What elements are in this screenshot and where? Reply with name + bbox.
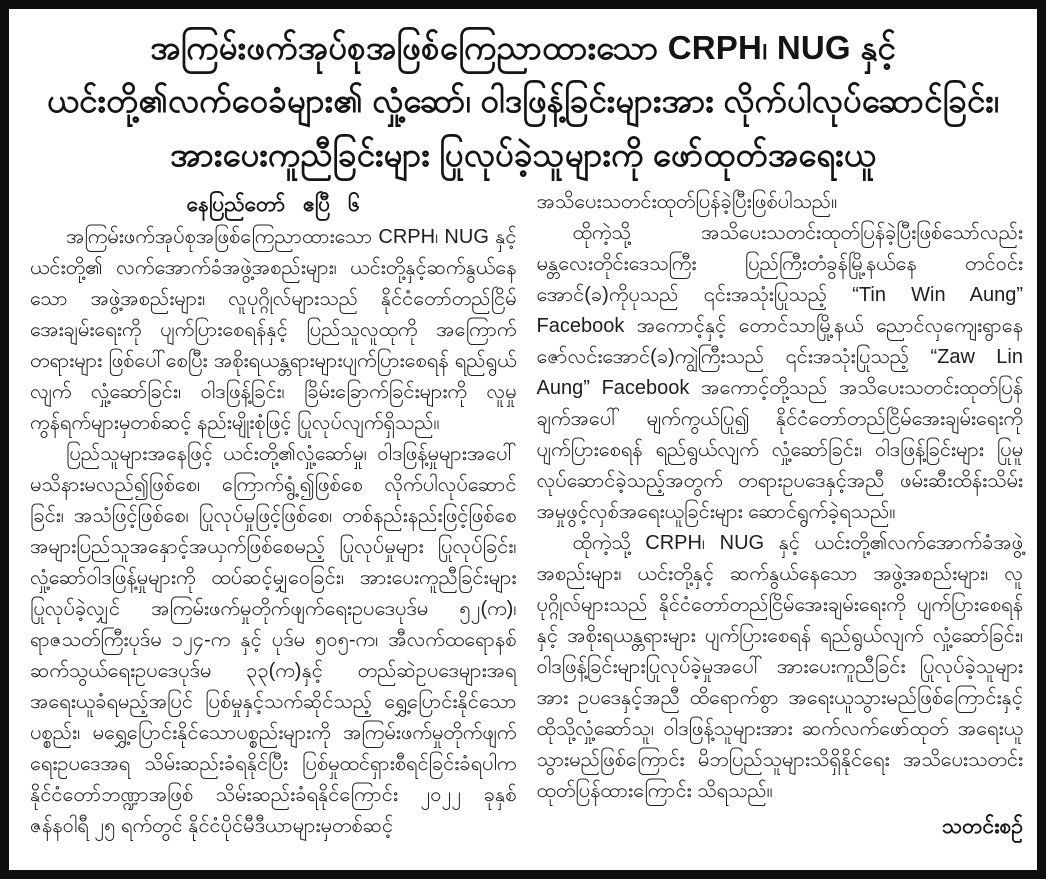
article-headline [9, 9, 1037, 185]
paragraph-2: ပြည်သူများအနေဖြင့် ယင်းတို့၏လှုံ့ဆော်မှု၊ ဝါဒဖြန့်မှုများအပေါ် မသိနားမလည်၍ဖြစ်စေ၊ ကြောက်ရွံ့၍ဖြစ်စေ လိုက်ပါလုပ်ဆောင်ခြင်း၊ အသံဖြင့်ဖြစ်စေ၊ ပြုလုပ်မှုဖြင့်ဖြစ်စေ၊ တစ်နည်းနည်းဖြင့်ဖြစ်စေ အများပြည်သူအနှောင့်အယှက်ဖြစ်စေမည့် ပြုလုပ်မှုများ ပြုလုပ်ခြင်း၊ လှုံ့ဆော်ဝါဒဖြန့်မှုများကို ထပ်ဆင့်မျှဝေခြင်း၊ အားပေးကူညီခြင်းများ ပြုလုပ်ခဲ့လျှင် အကြမ်းဖက်မှုတိုက်ဖျက်ရေးဥပဒေပုဒ်မ ၅၂(က)၊ ရာဇသတ်ကြီးပုဒ်မ ၁၂၄-က နှင့် ပုဒ်မ ၅၀၅-က၊ အီလက်ထရောနစ်ဆက်သွယ်ရေးဥပဒေပုဒ်မ ၃၃(က)နှင့် တည်ဆဲဥပဒေများအရ အရေးယူခံရမည့်အပြင် ပြစ်မှုနှင့်သက်ဆိုင်သည့် ရွှေ့ပြောင်းနိုင်သောပစ္စည်း၊ မရွှေ့ပြောင်းနိုင်သောပစ္စည်းများကို အကြမ်းဖက်မှုတိုက်ဖျက်ရေးဥပဒေအရ သိမ်းဆည်းခံရနိုင်ပြီး ပြစ်မှုထင်ရှားစီရင်ခြင်းခံရပါက နိုင်ငံတော်ဘဏ္ဍာအဖြစ် သိမ်းဆည်းခံရနိုင်ကြောင်း ၂၀၂၂ ခုနှစ် ဇန်နဝါရီ ၂၅ ရက်တွင် နိုင်ငံပိုင်မီဒီယာများမှတစ်ဆင့် [30, 443, 517, 838]
headline-line-1: အကြမ်းဖက်အုပ်စုအဖြစ်ကြေညာထားသော CRPH၊ NUG နှင့် [150, 29, 896, 66]
headline-line-2: ယင်းတို့၏လက်ဝေခံများ၏ လှုံ့ဆော်၊ ဝါဒဖြန့်ခြင်းများအား လိုက်ပါလုပ်ဆောင်ခြင်း၊ [46, 82, 1000, 120]
right-column [537, 187, 1024, 842]
paragraph-1: အကြမ်းဖက်အုပ်စုအဖြစ်ကြေညာထားသော CRPH၊ NUG နှင့် ယင်းတို့၏ လက်အောက်ခံအဖွဲ့အစည်းများ၊ ယင်းတို့နှင့်ဆက်နွယ်နေသော အဖွဲ့အစည်းများ၊ လူပုဂ္ဂိုလ်များသည် နိုင်ငံတော်တည်ငြိမ်အေးချမ်းရေးကို ပျက်ပြားစေရန်နှင့် ပြည်သူလူထုကို အကြောက်တရားများ ဖြစ်ပေါ်စေပြီး အစိုးရယန္တရားများပျက်ပြားစေရန် ရည်ရွယ်လျက် လှုံ့ဆော်ခြင်း၊ ဝါဒဖြန့်ခြင်း၊ ခြိမ်းခြောက်ခြင်းများကို လူမှုကွန်ရက်များမှတစ်ဆင့် နည်းမျိုးစုံဖြင့် ပြုလုပ်လျက်ရှိသည်။ [30, 226, 517, 435]
paragraph-2-continuation: အသိပေးသတင်းထုတ်ပြန်ခဲ့ပြီးဖြစ်ပါသည်။ [536, 191, 838, 214]
headline-line-3: အားပေးကူညီခြင်းများ ပြုလုပ်ခဲ့သူများကို ဖော်ထုတ်အရေးယူ [170, 135, 876, 173]
paragraph-4: ထိုကဲ့သို့ CRPH၊ NUG နှင့် ယင်းတို့၏လက်အောက်ခံအဖွဲ့အစည်းများ၊ ယင်းတို့နှင့် ဆက်နွယ်နေသော အဖွဲ့အစည်းများ၊ လူပုဂ္ဂိုလ်များသည် နိုင်ငံတော်တည်ငြိမ်အေးချမ်းရေးကို ပျက်ပြားစေရန်နှင့် အစိုးရယန္တရားများ ပျက်ပြားစေရန် ရည်ရွယ်လျက် လှုံ့ဆော်ခြင်း၊ ဝါဒဖြန့်ခြင်းများပြုလုပ်ခဲ့မှုအပေါ် အားပေးကူညီခြင်း ပြုလုပ်ခဲ့သူများအား ဥပဒေနှင့်အညီ ထိရောက်စွာ အရေးယူသွားမည်ဖြစ်ကြောင်းနှင့် ထိုသို့လှုံ့ဆော်သူ၊ ဝါဒဖြန့်သူများအား ဆက်လက်ဖော်ထုတ် အရေးယူသွားမည်ဖြစ်ကြောင်း မိဘပြည်သူများသိရှိနိုင်ရေး အသိပေးသတင်းထုတ်ပြန်ထားကြောင်း သိရသည်။ [536, 532, 1023, 803]
dateline: နေပြည်တော် ဧပြီ ၆ [186, 193, 360, 217]
paragraph-3: ထိုကဲ့သို့ အသိပေးသတင်းထုတ်ပြန်ခဲ့ပြီးဖြစ်သော်လည်း မန္တလေးတိုင်းဒေသကြီး ပြည်ကြီးတံခွန်မြို့နယ်နေ တင်ဝင်းအောင်(ခ)ကိုပုသည် ၎င်းအသုံးပြုသည့် “Tin Win Aung” Facebook အကောင့်နှင့် တောင်သာမြို့နယ် ညောင်လှကျေးရွာနေ ဇော်လင်းအောင်(ခ)ကျွဲကြီးသည် ၎င်းအသုံးပြုသည့် “Zaw Lin Aung” Facebook အကောင့်တို့သည် အသိပေးသတင်းထုတ်ပြန်ချက်အပေါ် မျက်ကွယ်ပြု၍ နိုင်ငံတော်တည်ငြိမ်အေးချမ်းရေးကို ပျက်ပြားစေရန် ရည်ရွယ်လျက် လှုံ့ဆော်ခြင်း၊ ဝါဒဖြန့်ခြင်းများ ပြုမူလုပ်ဆောင်ခဲ့သည့်အတွက် တရားဥပဒေနှင့်အညီ ဖမ်းဆီးထိန်းသိမ်း အမှုဖွင့်လှစ်အရေးယူခြင်းများ ဆောင်ရွက်ခဲ့ရသည်။ [536, 222, 1023, 524]
byline: သတင်းစဉ် [941, 815, 1023, 839]
left-column [30, 187, 517, 842]
article-body [9, 185, 1037, 842]
